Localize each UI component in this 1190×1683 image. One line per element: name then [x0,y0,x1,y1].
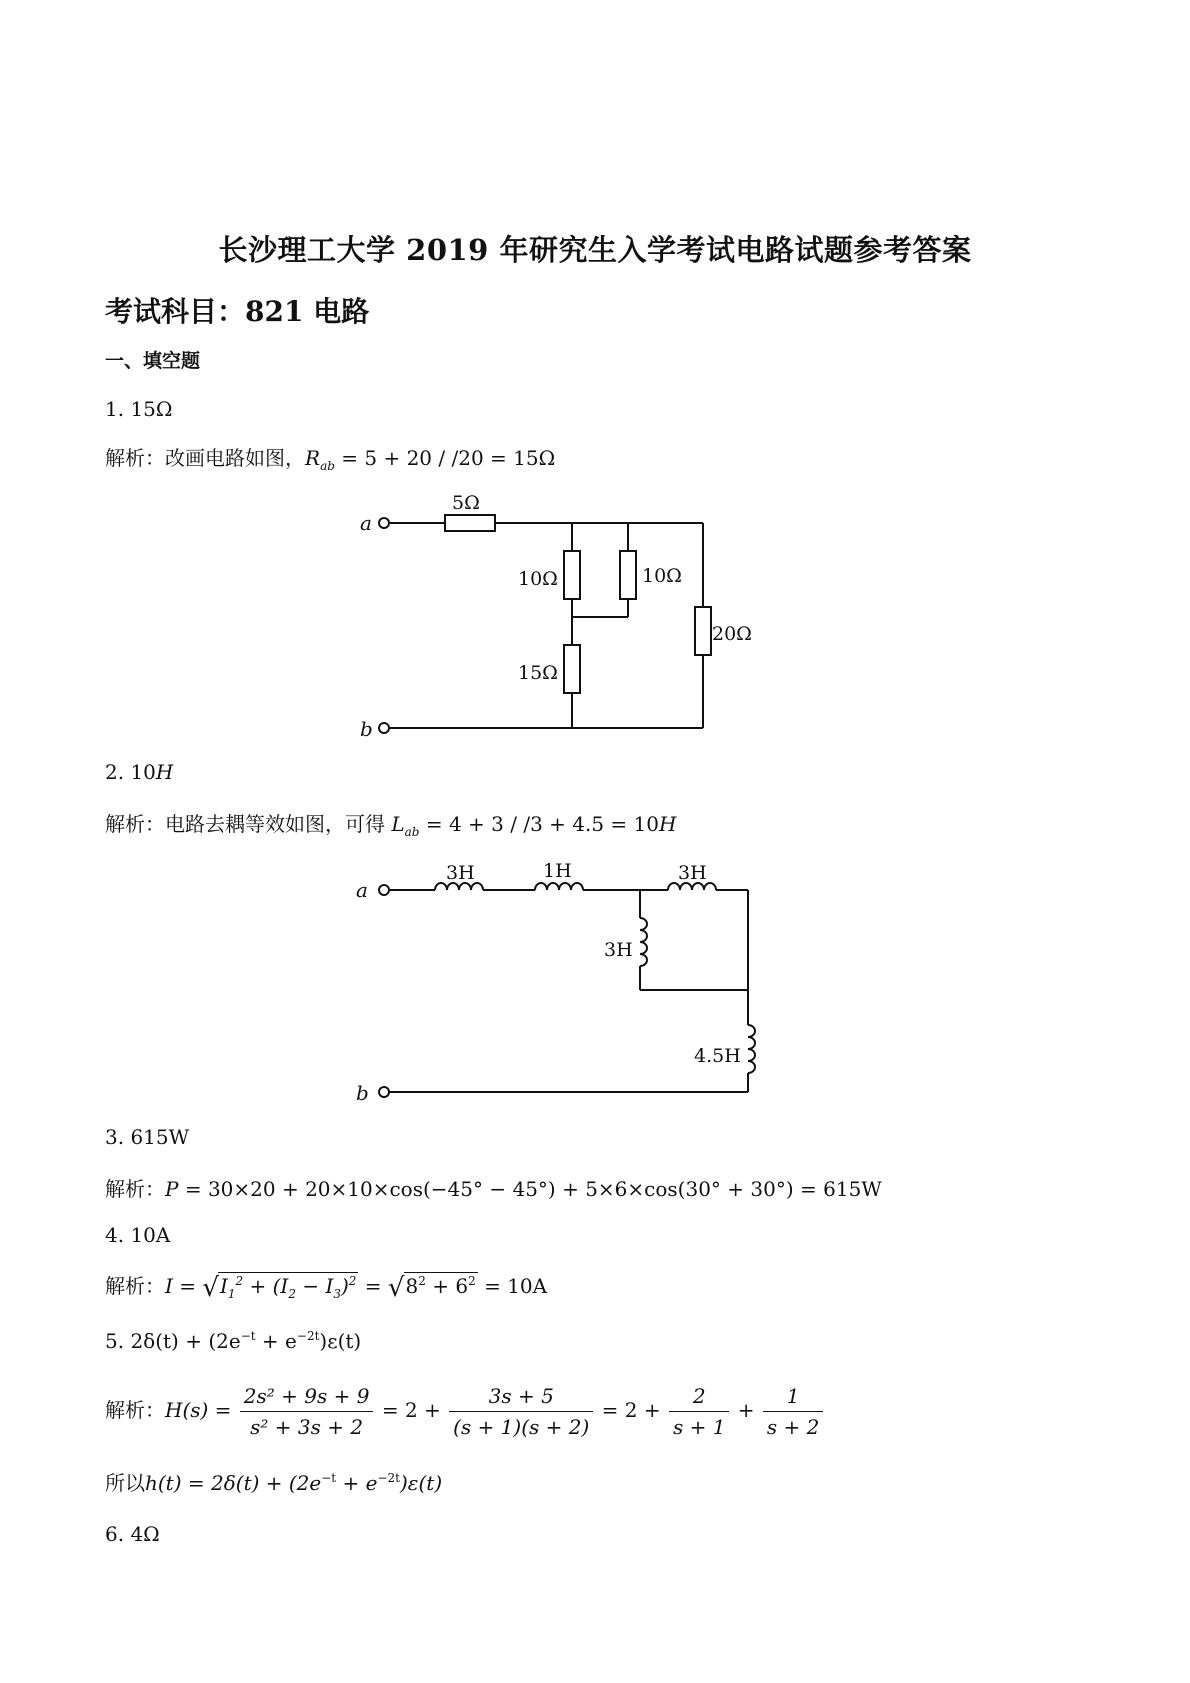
q5-hs: H(s) = [165,1398,238,1422]
q1-label-5: 5Ω [452,492,480,514]
q5-conclusion: 所以$h(t) = 2\delta(t) + (2e^{-t} + e^{-2t})\varepsilon(t)$ [105,1471,443,1495]
q2-inductor-3h-3 [640,918,647,966]
q4-radical-2: $8^2 + 6^2$ [405,1274,476,1298]
q3-explanation [105,1173,882,1202]
q1-node-b: b [360,717,373,741]
q2-answer-unit: H [155,760,174,784]
q5-so-label: 所以 [105,1471,145,1495]
q2-inductor-3h-2 [668,883,716,890]
q2-node-b: b [356,1081,369,1105]
q2-label-1h: 1H [543,860,572,882]
q2-label-3h-1: 3H [446,862,475,884]
q5-explanation [105,1384,825,1439]
q2-label-4-5h: 4.5H [694,1045,741,1067]
q1-eq-sub: ab [320,459,335,473]
q2-eq-sub: ab [404,825,420,839]
q1-label-20: 20Ω [712,623,752,645]
q4-radical-1: $I_1^2 + (I_2 - I_3)^2$ [219,1274,357,1301]
q5-label: 解析： [105,1398,165,1422]
q2-inductor-3h-1 [435,883,483,890]
q2-eq-rest: = 4 + 3 / /3 + 4.5 = 10 [419,812,659,836]
q1-label: 解析：改画电路如图， [105,446,305,470]
q2-inductor-4-5h [748,1025,755,1073]
q2-label-3h-3: 3H [604,939,633,961]
q1-eq-var: R [305,446,321,470]
q3-label: 解析： [105,1177,165,1201]
q4-label: 解析： [105,1274,165,1298]
q1-answer: 1. 15Ω [105,397,173,421]
q2-node-a: a [356,878,368,902]
q5-fraction-3: $\frac{2}{s + 1}$ [669,1384,729,1439]
q2-inductor-1h [535,883,583,890]
q1-label-10-left: 10Ω [518,568,558,590]
q5-answer: 5. $2\delta(t) + (2e^{-t} + e^{-2t})\varepsilon(t)$ [105,1329,362,1353]
q4-radical-2-sign: √ [387,1273,405,1303]
q2-label: 解析：电路去耦等效如图，可得 [105,812,392,836]
q3-answer: 3. 615W [105,1125,190,1149]
q2-answer-number: 2. 10 [105,760,156,784]
q1-label-15: 15Ω [518,662,558,684]
q6-answer: 6. 4Ω [105,1522,160,1546]
q4-answer: 4. 10A [105,1223,171,1247]
q5-mid-1: = 2 + [375,1398,448,1422]
q1-label-10-mid: 10Ω [642,565,682,587]
q1-node-a: a [360,511,372,535]
q1-eq-rest: = 5 + 20 / /20 = 15Ω [334,446,556,470]
q4-eq-end: = 10A [477,1274,548,1298]
q4-explanation [105,1270,547,1303]
q5-fraction-1: $\frac{\text{2s² + 9s + 9}}{\text{s² + 3s + 2}}$ [240,1384,374,1439]
q4-radical-1-sign: √ [202,1273,219,1303]
q2-label-3h-2: 3H [678,862,707,884]
section-heading: 一、填空题 [105,350,201,372]
q5-fraction-4: $\frac{1}{s + 2}$ [763,1384,823,1439]
q3-eq-var: P [165,1177,179,1201]
q4-eq-mid: = [358,1274,388,1298]
exam-subject: 考试科目：821 电路 [105,295,370,328]
q3-eq-rest: = 30×20 + 20×10×cos(−45° − 45°) + 5×6×cos(30° + 30°) = 615W [178,1177,882,1201]
q2-eq-unit: H [659,812,677,836]
q5-mid-2: = 2 + [595,1398,667,1422]
page-title: 长沙理工大学 2019 年研究生入学考试电路试题参考答案 [218,233,972,267]
q4-eq-lhs: I = [165,1274,203,1298]
q5-fraction-2: $\frac{3s + 5}{(s + 1)(s + 2)}$ [449,1384,593,1439]
q5-plus: + [731,1398,761,1422]
q2-eq-var: L [391,812,405,836]
